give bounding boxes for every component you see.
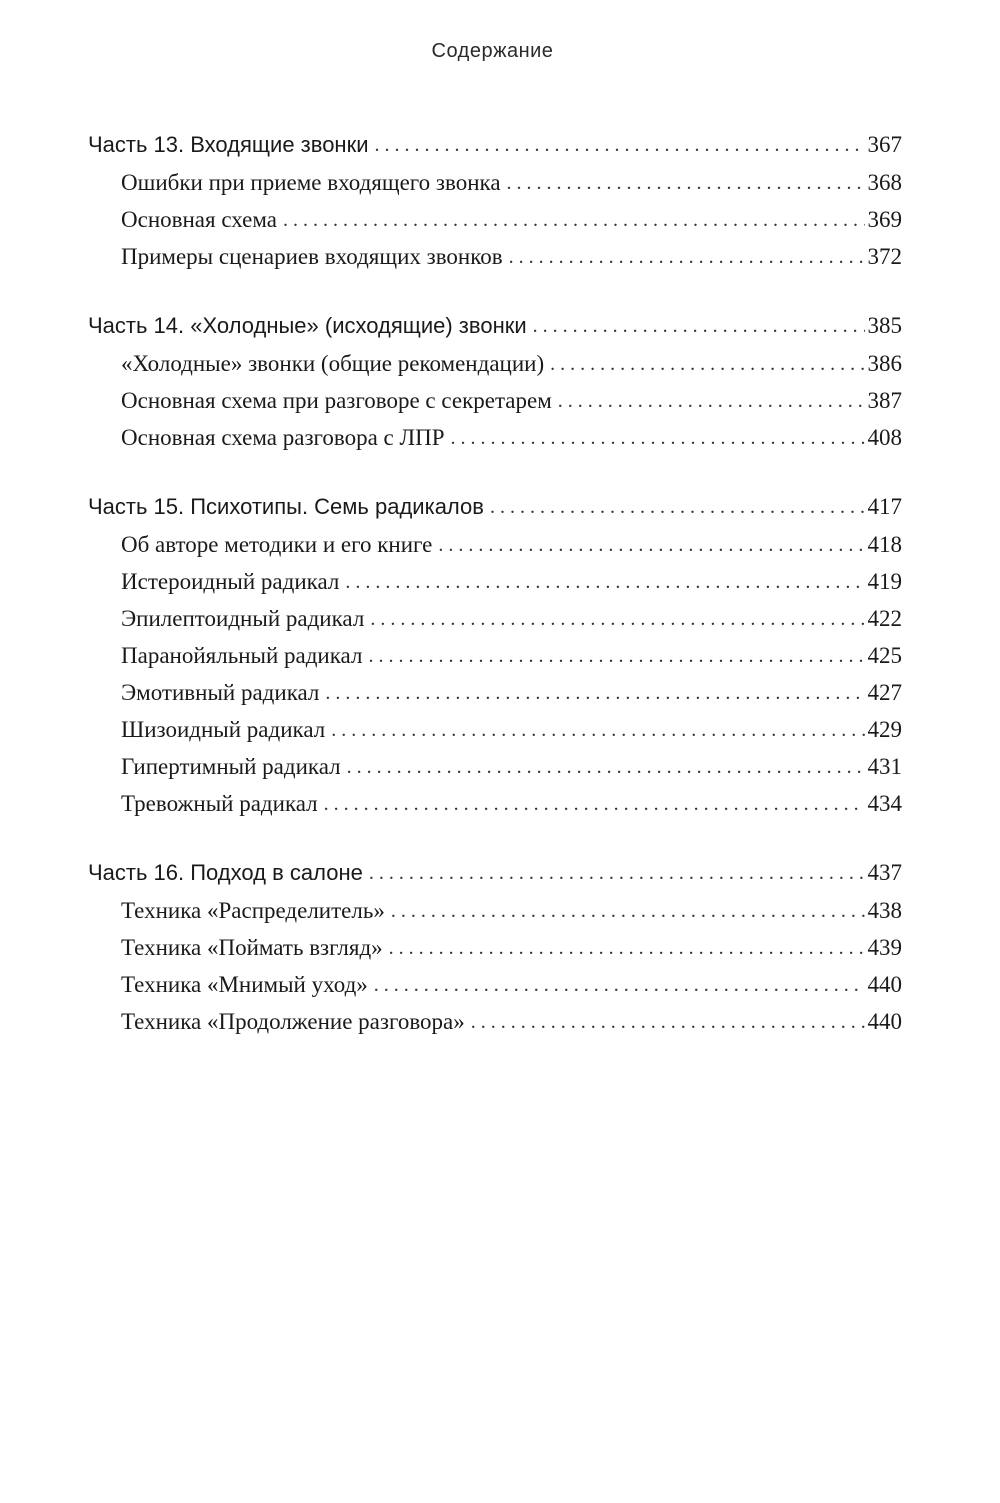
dot-leader <box>375 131 865 157</box>
page-number: 440 <box>867 1009 902 1034</box>
entry-title: Эмотивный радикал <box>121 680 320 705</box>
entry-title: Тревожный радикал <box>121 791 318 816</box>
entry-title: Ошибки при приеме входящего звонка <box>121 170 501 195</box>
dot-leader <box>331 716 864 742</box>
dot-leader <box>370 605 864 631</box>
dot-leader <box>550 350 864 376</box>
toc-entry[interactable] <box>88 244 902 281</box>
page-number: 434 <box>867 791 902 816</box>
entry-title: Шизоидный радикал <box>121 717 326 742</box>
page-number: 372 <box>867 244 902 269</box>
entry-title: «Холодные» звонки (общие рекомендации) <box>121 351 545 376</box>
dot-leader <box>533 312 865 338</box>
entry-title: Основная схема разговора с ЛПР <box>121 425 445 450</box>
toc-part-14 <box>88 313 902 462</box>
page-number: 387 <box>867 388 902 413</box>
toc-entry[interactable] <box>88 606 902 643</box>
toc-part-heading[interactable] <box>88 860 902 898</box>
dot-leader <box>368 642 864 668</box>
toc-entry[interactable] <box>88 643 902 680</box>
toc-entry[interactable] <box>88 898 902 935</box>
entry-title: Паранойяльный радикал <box>121 643 363 668</box>
table-of-contents <box>88 132 902 1078</box>
page-number: 385 <box>867 313 902 338</box>
toc-entry[interactable] <box>88 680 902 717</box>
dot-leader <box>389 934 865 960</box>
page-number: 427 <box>867 680 902 705</box>
entry-title: Истероидный радикал <box>121 569 340 594</box>
dot-leader <box>509 243 865 269</box>
toc-part-heading[interactable] <box>88 132 902 170</box>
toc-part-heading[interactable] <box>88 313 902 351</box>
page-number: 418 <box>867 532 902 557</box>
toc-entry[interactable] <box>88 717 902 754</box>
page-number: 437 <box>867 860 902 885</box>
dot-leader <box>345 568 864 594</box>
page-number: 425 <box>867 643 902 668</box>
part-title: Часть 13. Входящие звонки <box>88 132 369 157</box>
page-number: 429 <box>867 717 902 742</box>
page-number: 408 <box>867 425 902 450</box>
page-number: 419 <box>867 569 902 594</box>
dot-leader <box>438 531 864 557</box>
page-number: 368 <box>867 170 902 195</box>
part-title: Часть 16. Подход в салоне <box>88 860 363 885</box>
dot-leader <box>369 859 865 885</box>
dot-leader <box>507 169 865 195</box>
page-number: 367 <box>867 132 902 157</box>
part-title: Часть 14. «Холодные» (исходящие) звонки <box>88 313 527 338</box>
entry-title: Примеры сценариев входящих звонков <box>121 244 503 269</box>
dot-leader <box>325 679 864 705</box>
toc-entry[interactable] <box>88 170 902 207</box>
toc-part-16 <box>88 860 902 1046</box>
toc-part-heading[interactable] <box>88 494 902 532</box>
dot-leader <box>451 424 865 450</box>
entry-title: Гипертимный радикал <box>121 754 341 779</box>
page-number: 439 <box>867 935 902 960</box>
dot-leader <box>490 493 865 519</box>
entry-title: Основная схема при разговоре с секретарем <box>121 388 552 413</box>
entry-title: Техника «Мнимый уход» <box>121 972 368 997</box>
part-title: Часть 15. Психотипы. Семь радикалов <box>88 494 484 519</box>
dot-leader <box>471 1008 865 1034</box>
entry-title: Эпилептоидный радикал <box>121 606 365 631</box>
toc-part-15 <box>88 494 902 828</box>
toc-entry[interactable] <box>88 791 902 828</box>
entry-title: Об авторе методики и его книге <box>121 532 433 557</box>
dot-leader <box>391 897 865 923</box>
dot-leader <box>283 206 865 232</box>
page-number: 417 <box>867 494 902 519</box>
page-number: 422 <box>867 606 902 631</box>
toc-entry[interactable] <box>88 754 902 791</box>
toc-entry[interactable] <box>88 972 902 1009</box>
dot-leader <box>347 753 865 779</box>
toc-entry[interactable] <box>88 351 902 388</box>
dot-leader <box>558 387 865 413</box>
entry-title: Техника «Поймать взгляд» <box>121 935 383 960</box>
page-number: 431 <box>867 754 902 779</box>
toc-entry[interactable] <box>88 388 902 425</box>
dot-leader <box>324 790 865 816</box>
dot-leader <box>374 971 865 997</box>
page-number: 438 <box>867 898 902 923</box>
entry-title: Основная схема <box>121 207 277 232</box>
entry-title: Техника «Распределитель» <box>121 898 385 923</box>
page-number: 386 <box>867 351 902 376</box>
toc-entry[interactable] <box>88 1009 902 1046</box>
page-number: 369 <box>867 207 902 232</box>
toc-entry[interactable] <box>88 425 902 462</box>
toc-entry[interactable] <box>88 532 902 569</box>
toc-part-13 <box>88 132 902 281</box>
running-head: Содержание <box>431 40 554 62</box>
toc-entry[interactable] <box>88 935 902 972</box>
entry-title: Техника «Продолжение разговора» <box>121 1009 465 1034</box>
toc-entry[interactable] <box>88 569 902 606</box>
toc-entry[interactable] <box>88 207 902 244</box>
page-number: 440 <box>867 972 902 997</box>
